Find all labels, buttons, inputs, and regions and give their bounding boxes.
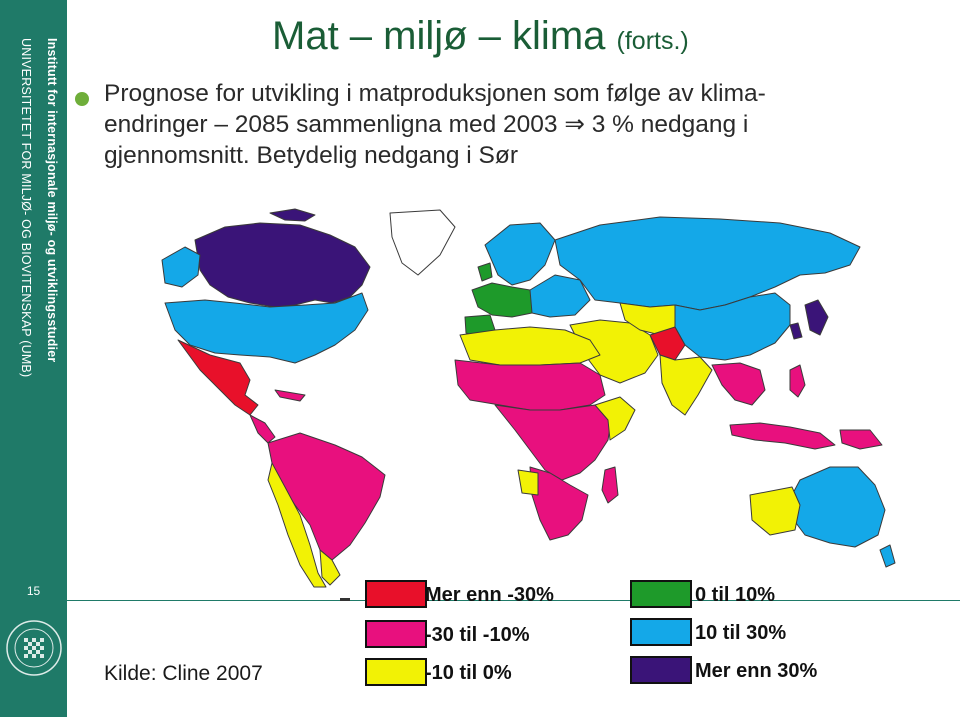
map-region-australia-east [790, 467, 885, 547]
map-region-greenland [390, 210, 455, 275]
map-region-korea [790, 323, 802, 339]
map-region-arctic-islands [270, 209, 315, 221]
legend-swatch-6 [630, 656, 692, 684]
legend-swatch-3 [365, 658, 427, 686]
map-region-alaska [162, 247, 200, 287]
map-region-australia-west [750, 487, 800, 535]
map-region-uk [478, 263, 492, 281]
university-seal-icon [4, 618, 64, 678]
map-region-philippines [790, 365, 805, 397]
page-number: 15 [26, 584, 41, 598]
world-map [100, 205, 900, 590]
bullet-line-2: endringer – 2085 sammenligna med 2003 ⇒ 3 % nedgang i [104, 111, 749, 138]
map-region-central-africa [495, 405, 612, 480]
map-region-japan [805, 300, 828, 335]
legend-dash [340, 598, 350, 601]
legend-label-1: Mer enn -30% [425, 584, 554, 606]
legend-swatch-5 [630, 618, 692, 646]
sidebar [0, 0, 67, 717]
map-region-sahel [455, 360, 605, 410]
title-main: Mat – miljø – klima [272, 14, 606, 58]
slide-title [272, 12, 689, 65]
source-citation: Kilde: Cline 2007 [104, 662, 263, 685]
legend-swatch-1 [365, 580, 427, 608]
legend-label-5: 10 til 30% [695, 622, 787, 644]
bullet-icon [75, 92, 89, 106]
map-region-new-zealand [880, 545, 895, 567]
map-region-indonesia [730, 423, 835, 449]
map-region-central-america [250, 415, 275, 443]
bullet-line-1: Prognose for utvikling i matproduksjonen som følge av klima- [104, 80, 766, 107]
map-region-caribbean [275, 390, 305, 401]
title-suffix: (forts.) [616, 27, 689, 55]
map-region-papua [840, 430, 882, 449]
map-region-namibia-botswana [518, 470, 538, 495]
map-region-india [660, 355, 712, 415]
map-region-canada [195, 223, 370, 307]
bullet-text [104, 78, 904, 171]
map-region-southern-africa [530, 467, 588, 540]
map-region-southeast-asia [712, 363, 765, 405]
legend-label-3: -10 til 0% [425, 662, 512, 684]
legend-label-4: 0 til 10% [695, 584, 776, 606]
map-region-madagascar [602, 467, 618, 503]
legend-label-6: Mer enn 30% [695, 660, 818, 682]
legend-swatch-4 [630, 580, 692, 608]
map-region-europe-west [472, 283, 540, 317]
legend-label-2: -30 til -10% [425, 624, 530, 646]
legend-swatch-2 [365, 620, 427, 648]
institute-name: Institutt for internasjonale miljø- og utviklingsstudier [45, 38, 59, 363]
map-region-russia [555, 217, 860, 310]
map-region-scandinavia [485, 223, 555, 285]
university-name: UNIVERSITETET FOR MILJØ- OG BIOVITENSKAP (UMB) [19, 38, 33, 378]
bullet-line-3: gjennomsnitt. Betydelig nedgang i Sør [104, 142, 519, 169]
